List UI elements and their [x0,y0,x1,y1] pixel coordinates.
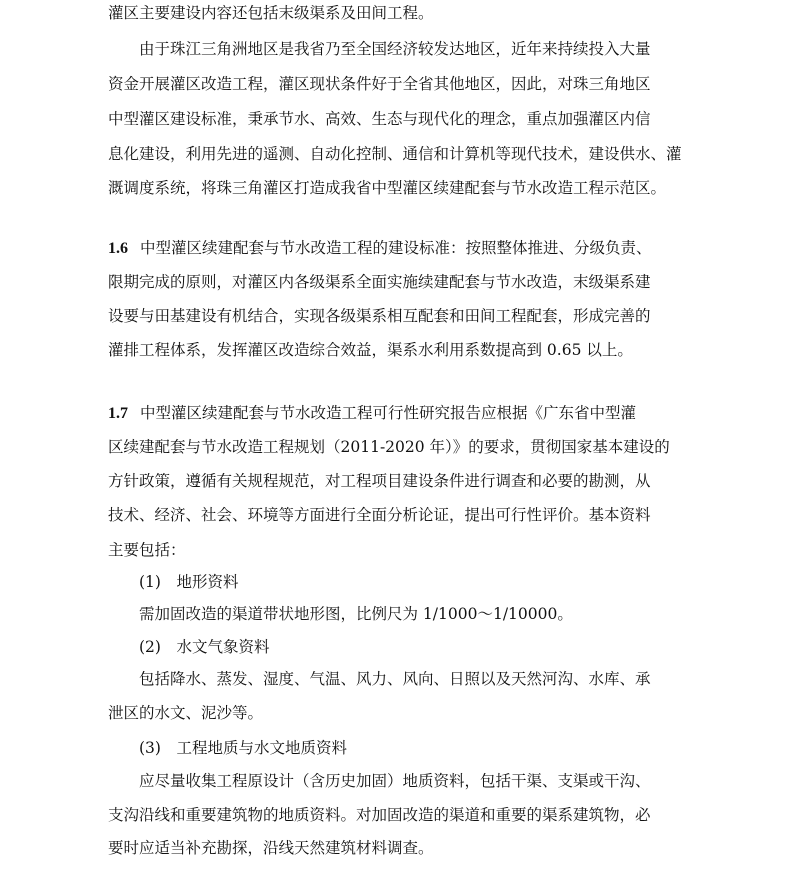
text-line: 中型灌区续建配套与节水改造工程可行性研究报告应根据《广东省中型灌 [140,404,637,422]
text-line: 设要与田基建设有机结合，实现各级渠系相互配套和田间工程配套，形成完善的 [108,307,651,325]
text-line: 支沟沿线和重要建筑物的地质资料。对加固改造的渠道和重要的渠系建筑物，必 [108,806,651,824]
text-line: 主要包括： [108,541,186,559]
text-line: 需加固改造的渠道带状地形图，比例尺为 1/1000～1/10000。 [139,605,573,623]
text-line: 中型灌区续建配套与节水改造工程的建设标准：按照整体推进、分级负责、 [140,239,652,257]
text-line: 灌区主要建设内容还包括末级渠系及田间工程。 [108,4,434,22]
text-line: 资金开展灌区改造工程，灌区现状条件好于全省其他地区，因此，对珠三角地区 [108,75,651,93]
text-line: 中型灌区建设标准，秉承节水、高效、生态与现代化的理念，重点加强灌区内信 [108,110,651,128]
text-line: 包括降水、蒸发、湿度、气温、风力、风向、日照以及天然河沟、水库、承 [139,670,651,688]
text-line: 方针政策，遵循有关规程规范，对工程项目建设条件进行调查和必要的勘测，从 [108,472,651,490]
text-line: 应尽量收集工程原设计（含历史加固）地质资料，包括干渠、支渠或干沟、 [139,772,651,790]
text-line: 区续建配套与节水改造工程规划（2011-2020 年）》的要求，贯彻国家基本建设的 [108,438,670,456]
text-line: 由于珠江三角洲地区是我省乃至全国经济较发达地区，近年来持续投入大量 [139,40,651,58]
section-number: 1.6 [108,240,128,257]
list-item-heading: (3) 工程地质与水文地质资料 [139,739,347,757]
text-line: 技术、经济、社会、环境等方面进行全面分析论证，提出可行性评价。基本资料 [108,506,651,524]
text-line: 限期完成的原则，对灌区内各级渠系全面实施续建配套与节水改造，末级渠系建 [108,273,651,291]
text-line: 溉调度系统，将珠三角灌区打造成我省中型灌区续建配套与节水改造工程示范区。 [108,179,667,197]
text-line: 泄区的水文、泥沙等。 [108,704,264,722]
list-item-heading: (2) 水文气象资料 [139,638,270,656]
section-1-7-line [108,403,636,424]
text-line: 息化建设，利用先进的遥测、自动化控制、通信和计算机等现代技术，建设供水、灌 [108,145,682,163]
list-item-heading: (1) 地形资料 [139,573,239,591]
section-1-6-line [108,238,652,259]
section-number: 1.7 [108,405,128,422]
text-line: 要时应适当补充勘探，沿线天然建筑材料调查。 [108,839,434,857]
text-line: 灌排工程体系，发挥灌区改造综合效益，渠系水利用系数提高到 0.65 以上。 [108,341,633,359]
